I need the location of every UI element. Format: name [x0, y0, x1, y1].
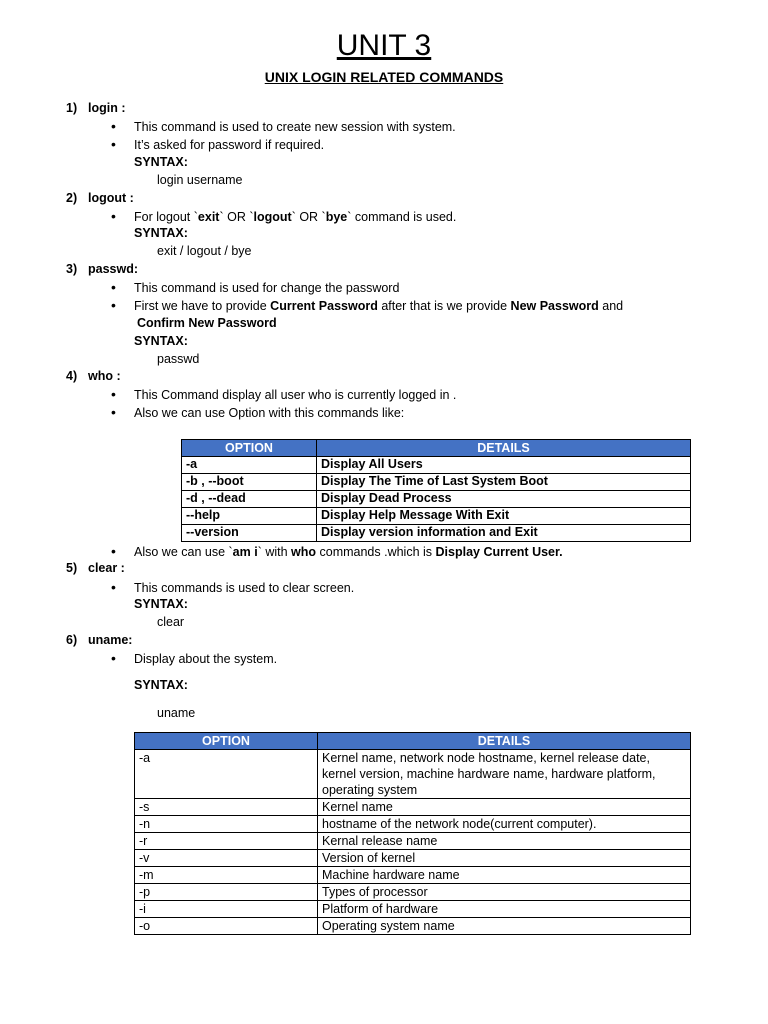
table-cell-details: Types of processor [318, 884, 691, 901]
table-header-row [182, 440, 691, 457]
bullet-icon: • [111, 279, 116, 295]
table-cell-option: -d , --dead [182, 491, 317, 508]
table-cell-details: Kernel name, network node hostname, kernel release date, kernel version, machine hardware name, hardware platform, operating system [318, 750, 691, 799]
table-cell-details: Machine hardware name [318, 867, 691, 884]
table-header-details: DETAILS [318, 733, 691, 750]
list-item: • It’s asked for password if required. [111, 136, 325, 152]
table-cell-details: Display Dead Process [317, 491, 691, 508]
table-cell-details: Platform of hardware [318, 901, 691, 918]
syntax-command: exit / logout / bye [157, 244, 252, 258]
table-cell-details: Operating system name [318, 918, 691, 935]
section-heading-clear: 5) clear : [66, 561, 125, 575]
table-row [182, 508, 691, 525]
table-row [135, 850, 691, 867]
table-cell-details: Kernel name [318, 799, 691, 816]
table-cell-details: Display The Time of Last System Boot [317, 474, 691, 491]
table-cell-details: Display Help Message With Exit [317, 508, 691, 525]
bullet-icon: • [111, 579, 116, 595]
syntax-label: SYNTAX: [134, 226, 188, 240]
table-cell-option: -i [135, 901, 318, 918]
table-cell-option: -n [135, 816, 318, 833]
syntax-label: SYNTAX: [134, 334, 188, 348]
list-item-continuation: Confirm New Password [137, 316, 277, 330]
table-row [182, 525, 691, 542]
table-row [135, 833, 691, 850]
list-item: • Display about the system. [111, 650, 278, 666]
table-cell-option: -r [135, 833, 318, 850]
table-row [135, 918, 691, 935]
table-row [135, 750, 691, 799]
table-cell-option: -v [135, 850, 318, 867]
table-cell-details: Display version information and Exit [317, 525, 691, 542]
list-item: • Also we can use `am i` with who commands .which is Display Current User. [111, 543, 563, 559]
bullet-icon: • [111, 386, 116, 402]
table-cell-option: -o [135, 918, 318, 935]
bullet-icon: • [111, 118, 116, 134]
page-title: UNIT 3 [336, 29, 432, 62]
table-cell-details: Display All Users [317, 457, 691, 474]
list-item: • This command is used to create new session with system. [111, 118, 456, 134]
syntax-label: SYNTAX: [134, 597, 188, 611]
table-row [135, 901, 691, 918]
syntax-command: login username [157, 173, 243, 187]
bullet-icon: • [111, 404, 116, 420]
list-item: • For logout `exit` OR `logout` OR `bye` command is used. [111, 208, 457, 224]
table-header-details: DETAILS [317, 440, 691, 457]
bullet-icon: • [111, 208, 116, 224]
syntax-label: SYNTAX: [134, 155, 188, 169]
table-cell-option: -b , --boot [182, 474, 317, 491]
table-cell-option: -s [135, 799, 318, 816]
bullet-icon: • [111, 297, 116, 313]
bullet-icon: • [111, 650, 116, 666]
section-heading-passwd: 3) passwd: [66, 262, 139, 276]
section-heading-uname: 6) uname: [66, 633, 133, 647]
bullet-icon: • [111, 543, 116, 559]
section-heading-login: 1) login : [66, 101, 126, 115]
syntax-label: SYNTAX: [134, 678, 188, 692]
syntax-command: passwd [157, 352, 200, 366]
list-item: • This commands is used to clear screen. [111, 579, 355, 595]
table-cell-details: Kernal release name [318, 833, 691, 850]
table-row [135, 867, 691, 884]
table-cell-details: hostname of the network node(current computer). [318, 816, 691, 833]
page-subtitle: UNIX LOGIN RELATED COMMANDS [264, 69, 504, 85]
table-row [182, 491, 691, 508]
who-options-table [181, 439, 691, 542]
section-heading-who: 4) who : [66, 369, 121, 383]
list-item: • This command is used for change the password [111, 279, 400, 295]
table-row [182, 457, 691, 474]
table-header-option: OPTION [182, 440, 317, 457]
table-cell-option: -a [182, 457, 317, 474]
table-cell-details: Version of kernel [318, 850, 691, 867]
table-cell-option: -m [135, 867, 318, 884]
list-item: • Also we can use Option with this commands like: [111, 404, 405, 420]
list-item: • First we have to provide Current Password after that is we provide New Password and [111, 297, 624, 313]
syntax-command: uname [157, 706, 196, 720]
table-row [135, 799, 691, 816]
table-header-row [135, 733, 691, 750]
table-row [135, 816, 691, 833]
table-cell-option: -p [135, 884, 318, 901]
list-item: • This Command display all user who is currently logged in . [111, 386, 457, 402]
table-cell-option: --help [182, 508, 317, 525]
section-heading-logout: 2) logout : [66, 191, 134, 205]
bullet-icon: • [111, 136, 116, 152]
table-header-option: OPTION [135, 733, 318, 750]
uname-options-table [134, 732, 691, 935]
table-row [182, 474, 691, 491]
syntax-command: clear [157, 615, 185, 629]
table-row [135, 884, 691, 901]
table-cell-option: --version [182, 525, 317, 542]
table-cell-option: -a [135, 750, 318, 799]
